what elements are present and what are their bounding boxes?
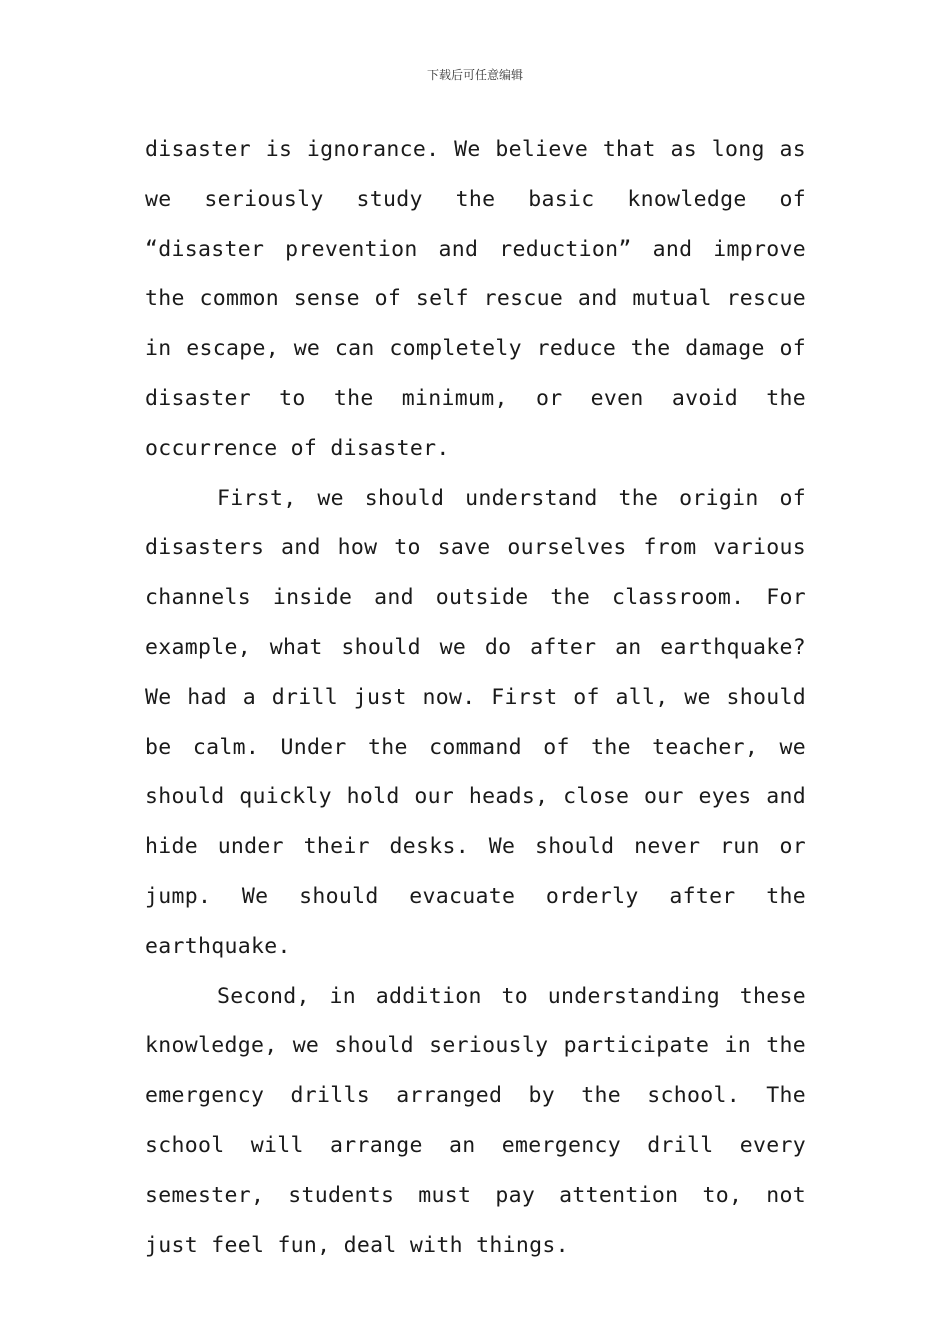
document-body bbox=[145, 125, 806, 1270]
paragraph-second-point: Second, in addition to understanding these knowledge, we should seriously participate in the emergency drills arranged by the school. The school will arrange an emergency drill every semester, students must pay attention to, not just feel fun, deal with things. bbox=[145, 983, 806, 1258]
page-header: 下载后可任意编辑 bbox=[426, 68, 523, 82]
paragraph-continuation: disaster is ignorance. We believe that as long as we seriously study the basic knowledge of “disaster prevention and reduction” and improve the common sense of self rescue and mutual rescue in escape, we can completely reduce the damage of disaster to the minimum, or even avoid the occurrence of disaster. bbox=[145, 137, 806, 461]
paragraph-first-point: First, we should understand the origin of disasters and how to save ourselves from various channels inside and outside the classroom. For example, what should we do after an earthquake? We had a drill just now. First of all, we should be calm. Under the command of the teacher, we should quickly hold our heads, close our eyes and hide under their desks. We should never run or jump. We should evacuate orderly after the earthquake. bbox=[145, 485, 806, 959]
